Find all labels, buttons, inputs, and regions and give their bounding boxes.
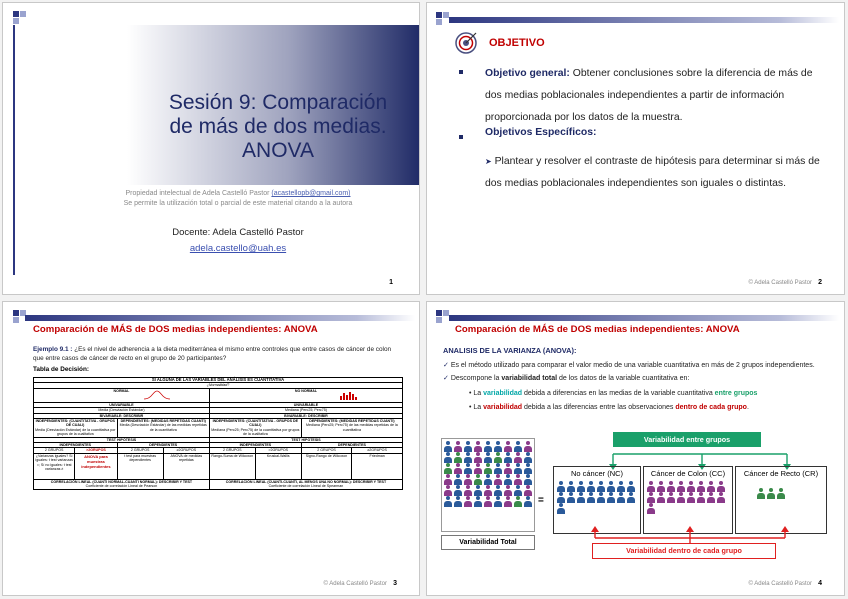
footer-author: © Adela Castelló Pastor [748,280,812,286]
person-icon [484,441,493,452]
teacher-name: Docente: Adela Castelló Pastor [172,227,304,238]
person-icon [444,474,453,485]
no-normal-label: NO NORMAL [294,388,318,393]
table-header: SI ALGUNA DE LAS VARIABLES DEL ANÁLISIS ES CUANTITATIVA [34,378,403,383]
person-icon [464,463,473,474]
check-icon: ✓ [443,362,451,369]
person-icon [607,492,616,503]
person-icon [494,474,503,485]
group-label-nc: No cáncer (NC) [570,469,624,478]
example-label: Ejemplo 9.1 : [33,346,73,353]
person-icon [454,452,463,463]
decision-table [33,377,403,490]
person-icon [484,452,493,463]
cell-text: Media (Desviación Estándar) de la cuantitativa por grupos de la cualitativa [35,427,116,437]
person-icon [557,492,566,503]
slide-number: 1 [389,279,393,286]
slide-title: Comparación de MÁS de DOS medias independientes: ANOVA [455,324,740,335]
person-icon [504,452,513,463]
person-icon [557,481,566,492]
person-icon [667,492,676,503]
person-icon [474,474,483,485]
person-icon [514,452,523,463]
person-icon [494,441,503,452]
header-bar [449,315,839,321]
person-icon [617,492,626,503]
deco-square [436,310,442,316]
person-icon [557,503,566,514]
general-objective-label: Objetivo general: [485,68,570,79]
target-icon [455,32,477,54]
person-icon [707,492,716,503]
copyright-notice [63,189,413,209]
bullet-text: • La [469,404,484,411]
test-name: ¿Varianzas iguales? Sí iguales: t test varianzas =; Sí no iguales: t test varianzas ≠ [34,453,75,479]
copyright-text: Se permite la utilización total o parcial de este material citando a la autora [123,200,353,207]
cell-text: Media (Desviación Estándar) de las medidas repetidas de la cuantitativa [119,423,207,432]
bullet-text: Descompone la [450,375,502,382]
person-icon [524,485,533,496]
group-count: 2 GRUPOS [34,448,75,453]
bullet-text: • La [469,390,484,397]
person-icon [514,474,523,485]
deco-square [436,19,442,25]
bivariable-label: BIVARIABLE: DESCRIBIR [34,413,210,418]
person-icon [484,463,493,474]
highlight-text: variabilidad [483,404,523,411]
person-icon [454,474,463,485]
person-icon [464,496,473,507]
person-icon [707,481,716,492]
group-count: 2 GRUPOS [301,448,351,453]
bullet-bold-text: variabilidad total [501,375,558,382]
teacher-email-link[interactable]: adela.castello@uah.es [189,243,287,254]
person-icon [617,481,626,492]
independent-label: INDEPENDIENTES: (CUANTITATIVA - GRUPOS DE CUALI) [212,419,298,428]
bullet-icon [459,135,463,139]
person-icon [767,488,776,499]
table-label: Tabla de Decisión: [33,366,89,373]
person-icon [667,481,676,492]
person-icon [464,452,473,463]
within-groups-label: Variabilidad dentro de cada grupo [592,543,776,559]
title-line: Sesión 9: Comparación [168,91,388,114]
group-people-nc [554,478,640,517]
person-icon [474,485,483,496]
univariable-label: UNIVARIABLE [34,402,210,407]
deco-square [436,12,442,18]
specific-objective-text: Plantear y resolver el contraste de hipótesis para determinar si más de dos medias poblacionales independientes son iguales o distintas. [485,156,820,189]
title-line: de más de dos medias. [169,115,387,138]
person-icon [567,481,576,492]
total-population-box [441,438,535,532]
person-icon [464,441,473,452]
bullet-text: debida a diferencias en las medias de la variable cuantitativa [522,390,715,397]
general-objective [485,63,825,129]
footer-author: © Adela Castelló Pastor [323,581,387,587]
person-icon [454,496,463,507]
correlation-label: CORRELACIÓN LINEAL (CUANTI-CUANTI, AL MENOS UNA NO NORMAL): DESCRIBIR Y TEST [225,479,387,484]
example-question: ¿Es el nivel de adherencia a la dieta mediterránea el mismo entre controles que entre casos de cáncer de colon que entre casos de cáncer de recto en el grupo de 20 participantes? [33,346,392,362]
person-icon [494,485,503,496]
person-icon [597,492,606,503]
person-icon [587,481,596,492]
slide-4 [426,301,845,596]
anova-description [443,360,838,414]
slide-2 [426,2,845,295]
person-icon [454,463,463,474]
general-objective-text: Obtener conclusiones sobre la diferencia de más de dos medias poblacionales independientes a partir de información proporcionada por los datos de la muestra. [485,68,813,123]
copyright-text: Propiedad intelectual de Adela Castelló Pastor [125,190,270,197]
example-text [33,345,403,363]
table-cell [34,419,118,438]
test-name: Rango-Suma de Wilcoxon [209,453,255,479]
person-icon [504,474,513,485]
group-count: 2 GRUPOS [209,448,255,453]
person-icon [454,485,463,496]
specific-objectives-label: Objetivos Específicos: [485,127,597,138]
person-icon [697,481,706,492]
table-cell [209,479,402,489]
group-count: ≥2GRUPOS [163,448,209,453]
between-groups-label: Variabilidad entre grupos [613,432,761,447]
deco-square [13,317,19,323]
histogram-icon [338,390,364,400]
independent-label: INDEPENDIENTES: (CUANTITATIVA - GRUPOS DE CUALI) [35,419,115,428]
group-count: >2GRUPOS [255,448,301,453]
slide-1 [2,2,420,295]
group-label-cc: Cáncer de Colon (CC) [650,469,726,478]
deco-square [436,317,442,323]
normal-cell [34,388,210,402]
person-icon [494,496,503,507]
no-normal-cell [209,388,402,402]
test-name: Kruskal-Wallis [255,453,301,479]
person-icon [524,463,533,474]
person-icon [454,441,463,452]
person-icon [717,492,726,503]
person-icon [647,503,656,514]
person-icon [484,485,493,496]
test-name: t test para muestras dependientes [117,453,163,479]
group-people-cc [644,478,732,517]
person-icon [444,496,453,507]
group-count: ≥2GRUPOS [352,448,403,453]
dependent-label: DEPENDIENTES [301,443,402,448]
person-icon [587,492,596,503]
bullet-2 [443,373,838,385]
highlighted-test-anova: ANOVA para muestras independientes [75,453,117,479]
person-icon [474,441,483,452]
person-icon [577,492,586,503]
deco-square [20,11,26,17]
independent-label: INDEPENDIENTES [34,443,118,448]
highlight-text: variabilidad [483,390,523,397]
median-desc: Mediana (Perc25; Perc75) [209,408,402,413]
person-icon [524,452,533,463]
total-population-people [442,439,534,509]
person-icon [607,481,616,492]
group-label-cr: Cáncer de Recto (CR) [743,469,819,478]
specific-objective [485,151,825,195]
group-people-cr [736,478,826,509]
normality-question: ¿Normalidad? [34,383,403,388]
person-icon [687,492,696,503]
table-cell [34,479,210,489]
total-variability-label: Variabilidad Total [441,535,535,550]
person-icon [627,492,636,503]
person-icon [677,481,686,492]
footer-author: © Adela Castelló Pastor [748,581,812,587]
dependent-label: DEPENDIENTES: (MEDIDAS REPETIDAS CUANTI) [309,419,395,424]
bullet-text: debida a las diferencias entre las observaciones [522,404,676,411]
person-icon [474,452,483,463]
person-icon [577,481,586,492]
correlation-label: CORRELACIÓN LINEAL (CUANTI NORMAL-CUANTI NORMAL): DESCRIBIR Y TEST [50,479,193,484]
cell-text: Coeficiente de correlación Lineal de Spearman [268,484,344,489]
test-name: Friedman [352,453,403,479]
person-icon [444,441,453,452]
person-icon [514,463,523,474]
person-icon [494,452,503,463]
deco-square [13,18,19,24]
equals-sign: = [538,495,544,506]
person-icon [514,485,523,496]
cell-text: Mediana (Perc25; Perc75) de la cuantitativa por grupos de la cualitativa [211,427,300,437]
person-icon [677,492,686,503]
table-cell [301,419,402,438]
slide-3 [2,301,420,596]
bullet-1 [443,360,838,372]
person-icon [697,492,706,503]
slide-title [153,91,403,163]
person-icon [474,496,483,507]
slide-number: 3 [393,580,397,587]
normal-curve-icon [144,390,170,400]
independent-label: INDEPENDIENTES [209,443,301,448]
person-icon [524,474,533,485]
copyright-email-link[interactable]: (acastellopb@gmail.com) [271,190,351,197]
person-icon [504,441,513,452]
test-name: Signo-Rango de Wilcoxon [301,453,351,479]
person-icon [504,496,513,507]
deco-square [13,310,19,316]
cell-text: Mediana (Perc25; Perc75) de las medidas repetidas de la cuantitativa [306,423,398,432]
person-icon [484,474,493,485]
person-icon [717,481,726,492]
person-icon [524,496,533,507]
test-label: TEST HIPÓTESIS [34,437,210,442]
person-icon [647,492,656,503]
person-icon [657,481,666,492]
person-icon [444,485,453,496]
mean-desc: Media (Desviación Estándar) [34,408,210,413]
person-icon [757,488,766,499]
sub-bullet-1 [443,388,838,400]
person-icon [524,441,533,452]
arrow-bullet-icon: ➤ [485,157,492,166]
header-bar [25,315,415,321]
test-name: ANOVA de medidas repetidas [163,453,209,479]
table-cell [209,419,301,438]
bullet-text: Es el método utilizado para comparar el valor medio de una variable cuantitativa en más de 2 grupos independientes. [450,362,815,369]
person-icon [474,463,483,474]
person-icon [494,463,503,474]
person-icon [647,481,656,492]
highlight-text: dentro de cada grupo [675,404,747,411]
person-icon [444,452,453,463]
person-icon [687,481,696,492]
group-count: >2GRUPOS [75,448,117,453]
bullet-icon [459,70,463,74]
person-icon [597,481,606,492]
test-label: TEST HIPÓTESIS [209,437,402,442]
bivariable-label: BIVARIABLE: DESCRIBIR [209,413,402,418]
person-icon [464,474,473,485]
person-icon [504,463,513,474]
cell-text: Coeficiente de correlación Lineal de Pearson [85,484,158,489]
slide-number: 4 [818,580,822,587]
person-icon [657,492,666,503]
check-icon: ✓ [443,375,451,382]
table-cell [117,419,209,438]
dependent-label: DEPENDIENTES: (MEDIDAS REPETIDAS CUANTI) [120,419,206,424]
title-line: ANOVA [242,139,314,162]
anova-subheading: ANALISIS DE LA VARIANZA (ANOVA): [443,346,577,355]
highlight-text: entre grupos [714,390,758,397]
slide-title: Comparación de MÁS de DOS medias independientes: ANOVA [33,324,318,335]
sub-bullet-2: • La variabilidad debida a las diferencias entre las observaciones dentro de cada grupo. [469,404,749,411]
slide-number: 2 [818,279,822,286]
person-icon [444,463,453,474]
deco-square [13,11,19,17]
person-icon [627,481,636,492]
left-rule [13,25,15,275]
person-icon [514,441,523,452]
person-icon [567,492,576,503]
bullet-text: de los datos de la variable cuantitativa en: [557,375,690,382]
univariable-label: UNIVARIABLE [209,402,402,407]
person-icon [464,485,473,496]
person-icon [514,496,523,507]
dependent-label: DEPENDIENTES [117,443,209,448]
header-bar [449,17,839,23]
normal-label: NORMAL [113,388,130,393]
group-count: 2 GRUPOS [117,448,163,453]
person-icon [484,496,493,507]
person-icon [777,488,786,499]
section-heading: OBJETIVO [489,37,545,49]
person-icon [504,485,513,496]
